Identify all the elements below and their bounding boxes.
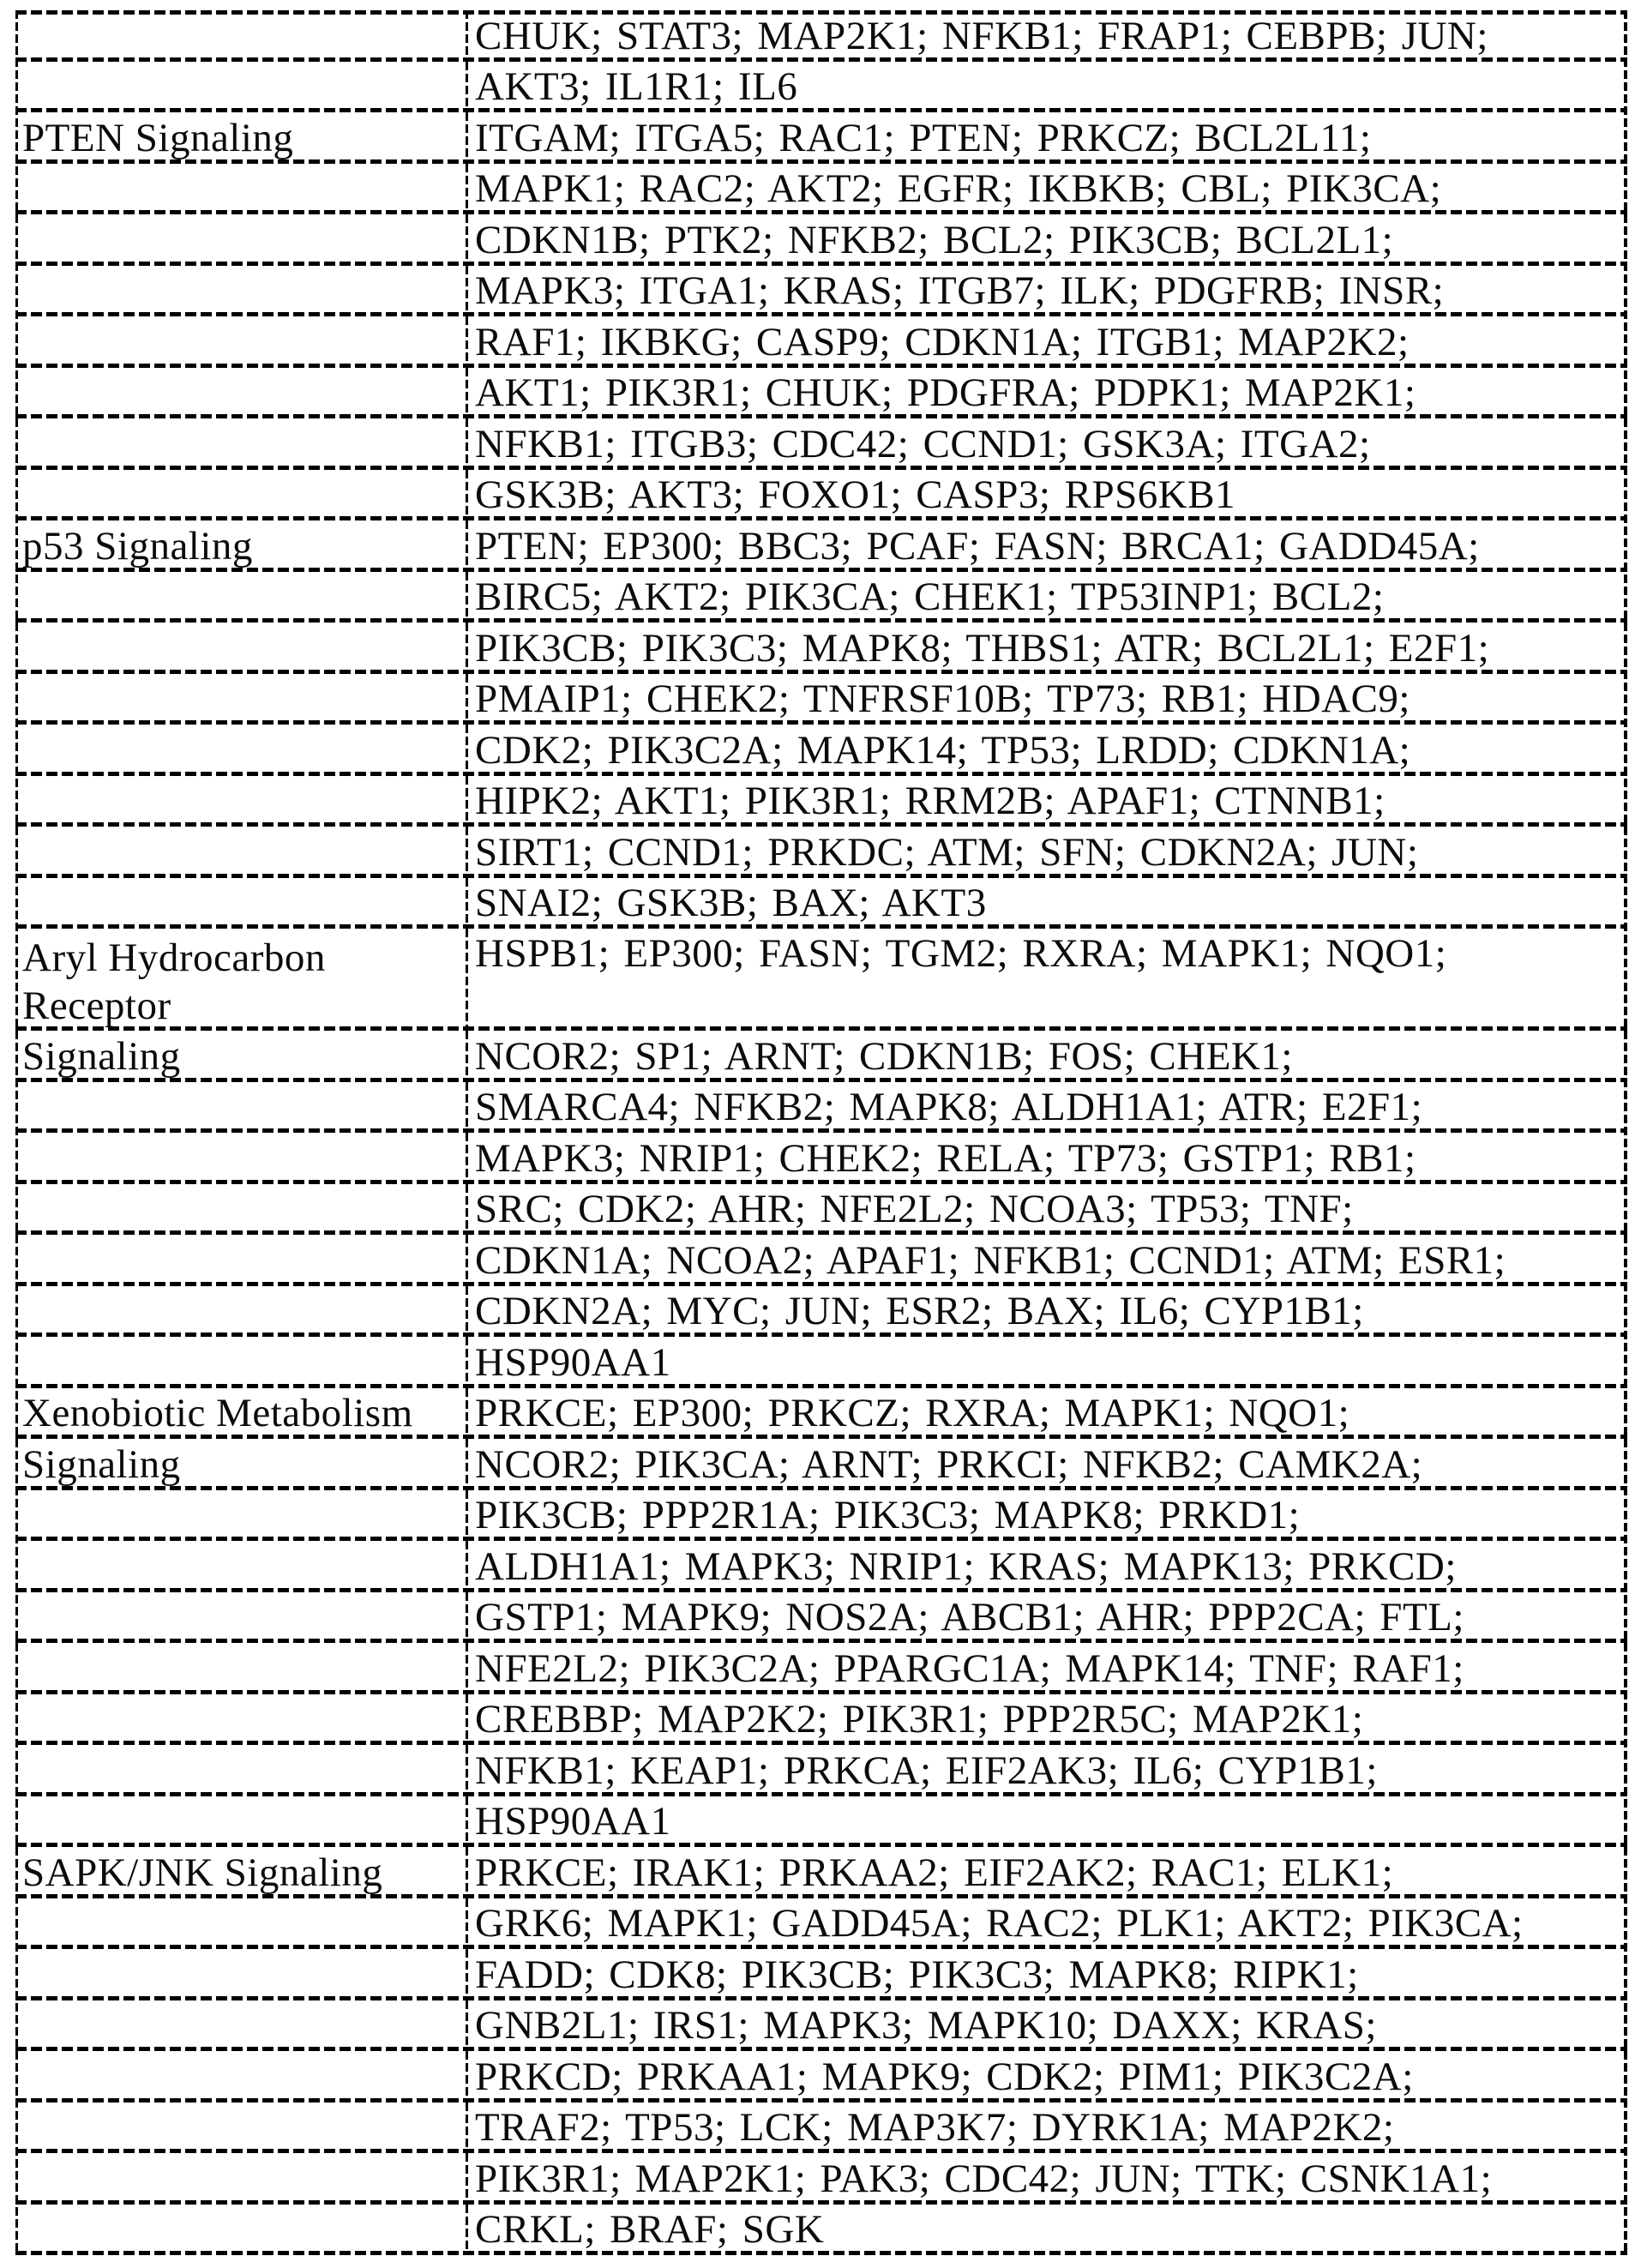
genes-cell: ALDH1A1; MAPK3; NRIP1; KRAS; MAPK13; PRKCD;	[475, 1543, 1457, 1589]
pathway-cell	[15, 368, 466, 419]
pathway-cell	[15, 623, 466, 674]
table-row	[15, 1643, 1627, 1694]
pathway-gene-table	[15, 10, 1627, 2255]
genes-cell: CDKN2A; MYC; JUN; ESR2; BAX; IL6; CYP1B1;	[475, 1289, 1364, 1334]
genes-cell: PIK3CB; PPP2R1A; PIK3C3; MAPK8; PRKD1;	[475, 1493, 1301, 1538]
pathway-cell	[15, 776, 466, 827]
pathway-cell	[15, 2153, 466, 2205]
genes-cell: MAPK3; ITGA1; KRAS; ITGB7; ILK; PDGFRB; INSR;	[475, 268, 1445, 314]
table-row	[15, 1133, 1627, 1184]
table-row	[15, 1031, 1627, 1082]
pathway-cell	[15, 214, 466, 266]
pathway-cell	[15, 725, 466, 776]
table-row	[15, 1286, 1627, 1338]
genes-cell: NFE2L2; PIK3C2A; PPARGC1A; MAPK14; TNF; RAF1;	[475, 1645, 1464, 1691]
table-row	[15, 1796, 1627, 1848]
genes-cell: RAF1; IKBKG; CASP9; CDKN1A; ITGB1; MAP2K2;	[475, 319, 1410, 364]
table-row	[15, 1082, 1627, 1134]
table-row	[15, 2000, 1627, 2052]
pathway-cell	[15, 1133, 466, 1184]
genes-cell: GSTP1; MAPK9; NOS2A; ABCB1; AHR; PPP2CA; FTL;	[475, 1595, 1464, 1640]
pathway-cell	[15, 572, 466, 623]
genes-cell: CREBBP; MAP2K2; PIK3R1; PPP2R5C; MAP2K1;	[475, 1697, 1364, 1742]
table-row	[15, 418, 1627, 470]
table-row	[15, 214, 1627, 266]
pathway-cell	[15, 1490, 466, 1542]
pathway-cell	[15, 2051, 466, 2103]
genes-cell: GNB2L1; IRS1; MAPK3; MAPK10; DAXX; KRAS;	[475, 2003, 1377, 2048]
pathway-cell	[15, 2000, 466, 2052]
genes-cell: PRKCE; IRAK1; PRKAA2; EIF2AK2; RAC1; ELK1;	[475, 1850, 1394, 1895]
table-row	[15, 1337, 1627, 1388]
genes-cell: AKT1; PIK3R1; CHUK; PDGFRA; PDPK1; MAP2K1;	[475, 370, 1416, 416]
genes-cell: SNAI2; GSK3B; BAX; AKT3	[475, 881, 987, 926]
table-row	[15, 1847, 1627, 1898]
genes-cell: NCOR2; PIK3CA; ARNT; PRKCI; NFKB2; CAMK2A;	[475, 1441, 1423, 1487]
genes-cell: PMAIP1; CHEK2; TNFRSF10B; TP73; RB1; HDAC9;	[475, 677, 1410, 722]
pathway-cell	[15, 470, 466, 521]
pathway-cell: Signaling	[22, 1441, 181, 1487]
table-row	[15, 1898, 1627, 1950]
genes-cell: HSP90AA1	[475, 1339, 671, 1385]
table-row	[15, 1388, 1627, 1440]
pathway-cell	[15, 1592, 466, 1644]
genes-cell: ITGAM; ITGA5; RAC1; PTEN; PRKCZ; BCL2L11;	[475, 115, 1372, 160]
genes-cell: PRKCD; PRKAA1; MAPK9; CDK2; PIM1; PIK3C2A;	[475, 2054, 1414, 2099]
genes-cell: SRC; CDK2; AHR; NFE2L2; NCOA3; TP53; TNF;	[475, 1187, 1354, 1232]
pathway-cell	[15, 2205, 466, 2256]
table-row	[15, 674, 1627, 725]
genes-cell: CHUK; STAT3; MAP2K1; NFKB1; FRAP1; CEBPB; JUN;	[475, 13, 1488, 58]
pathway-cell	[15, 1337, 466, 1388]
pathway-cell	[15, 1949, 466, 2000]
genes-cell: PTEN; EP300; BBC3; PCAF; FASN; BRCA1; GADD45A;	[475, 523, 1480, 569]
table-row	[15, 2103, 1627, 2154]
genes-cell: NCOR2; SP1; ARNT; CDKN1B; FOS; CHEK1;	[475, 1033, 1293, 1079]
table-row	[15, 112, 1627, 164]
pathway-cell	[15, 1694, 466, 1746]
pathway-cell	[15, 674, 466, 725]
table-row	[15, 2051, 1627, 2103]
table-row	[15, 1235, 1627, 1286]
pathway-cell: SAPK/JNK Signaling	[22, 1850, 383, 1895]
table-row	[15, 623, 1627, 674]
genes-cell: PIK3R1; MAP2K1; PAK3; CDC42; JUN; TTK; CSNK1A1;	[475, 2156, 1493, 2201]
table-row	[15, 368, 1627, 419]
pathway-cell	[15, 2103, 466, 2154]
table-row	[15, 1949, 1627, 2000]
table-row	[15, 1490, 1627, 1542]
table-row	[15, 2153, 1627, 2205]
pathway-cell	[15, 1898, 466, 1950]
genes-cell: HSP90AA1	[475, 1799, 671, 1844]
pathway-cell	[15, 266, 466, 317]
table-row	[15, 878, 1627, 929]
pathway-cell: Xenobiotic Metabolism	[22, 1391, 413, 1436]
genes-cell: NFKB1; ITGB3; CDC42; CCND1; GSK3A; ITGA2;	[475, 421, 1371, 466]
table-row	[15, 62, 1627, 113]
pathway-cell: p53 Signaling	[22, 523, 253, 569]
table-row	[15, 470, 1627, 521]
pathway-cell	[15, 1541, 466, 1592]
table-row	[15, 1541, 1627, 1592]
genes-cell: MAPK3; NRIP1; CHEK2; RELA; TP73; GSTP1; RB1;	[475, 1135, 1416, 1181]
genes-cell: PIK3CB; PIK3C3; MAPK8; THBS1; ATR; BCL2L1; E2F1;	[475, 625, 1490, 671]
genes-cell: HSPB1; EP300; FASN; TGM2; RXRA; MAPK1; NQO1;	[475, 931, 1447, 976]
table-row	[15, 520, 1627, 572]
table-row	[15, 827, 1627, 878]
genes-cell: CDKN1A; NCOA2; APAF1; NFKB1; CCND1; ATM; ESR1;	[475, 1237, 1506, 1283]
table-row	[15, 10, 1627, 62]
pathway-cell	[15, 418, 466, 470]
pathway-cell	[15, 878, 466, 929]
genes-cell: CRKL; BRAF; SGK	[475, 2207, 825, 2253]
table-row	[15, 316, 1627, 368]
genes-cell: GRK6; MAPK1; GADD45A; RAC2; PLK1; AKT2; PIK3CA;	[475, 1901, 1524, 1946]
table-row	[15, 164, 1627, 215]
genes-cell: PRKCE; EP300; PRKCZ; RXRA; MAPK1; NQO1;	[475, 1391, 1350, 1436]
table-row	[15, 1439, 1627, 1490]
table-row	[15, 2205, 1627, 2256]
pathway-cell	[15, 164, 466, 215]
pathway-cell	[15, 1745, 466, 1796]
table-row	[15, 1745, 1627, 1796]
table-row	[15, 1592, 1627, 1644]
pathway-cell	[15, 316, 466, 368]
pathway-cell: Aryl Hydrocarbon Receptor	[22, 935, 326, 1028]
pathway-cell	[15, 62, 466, 113]
pathway-cell	[15, 1796, 466, 1848]
pathway-cell	[15, 1286, 466, 1338]
genes-cell: BIRC5; AKT2; PIK3CA; CHEK1; TP53INP1; BCL2;	[475, 575, 1385, 620]
genes-cell: GSK3B; AKT3; FOXO1; CASP3; RPS6KB1	[475, 472, 1236, 518]
genes-cell: FADD; CDK8; PIK3CB; PIK3C3; MAPK8; RIPK1;	[475, 1952, 1359, 1997]
table-row	[15, 725, 1627, 776]
genes-cell: HIPK2; AKT1; PIK3R1; RRM2B; APAF1; CTNNB1;	[475, 779, 1386, 824]
genes-cell: CDK2; PIK3C2A; MAPK14; TP53; LRDD; CDKN1A;	[475, 727, 1411, 773]
genes-cell: CDKN1B; PTK2; NFKB2; BCL2; PIK3CB; BCL2L1;	[475, 217, 1394, 262]
pathway-cell	[15, 10, 466, 62]
table-row	[15, 776, 1627, 827]
pathway-cell	[15, 1184, 466, 1236]
genes-cell: TRAF2; TP53; LCK; MAP3K7; DYRK1A; MAP2K2;	[475, 2105, 1395, 2151]
table-row	[15, 266, 1627, 317]
genes-cell: SMARCA4; NFKB2; MAPK8; ALDH1A1; ATR; E2F1;	[475, 1085, 1423, 1130]
genes-cell: NFKB1; KEAP1; PRKCA; EIF2AK3; IL6; CYP1B1;	[475, 1748, 1378, 1793]
table-row	[15, 1184, 1627, 1236]
pathway-cell	[15, 827, 466, 878]
table-row	[15, 929, 1627, 1031]
pathway-cell	[15, 1643, 466, 1694]
table-row	[15, 1694, 1627, 1746]
genes-cell: AKT3; IL1R1; IL6	[475, 64, 798, 110]
pathway-cell: Signaling	[22, 1033, 181, 1079]
genes-cell: MAPK1; RAC2; AKT2; EGFR; IKBKB; CBL; PIK3CA;	[475, 166, 1442, 212]
pathway-cell	[15, 1082, 466, 1134]
genes-cell: SIRT1; CCND1; PRKDC; ATM; SFN; CDKN2A; JUN;	[475, 829, 1419, 875]
pathway-cell: PTEN Signaling	[22, 115, 294, 160]
pathway-cell	[15, 1235, 466, 1286]
table-row	[15, 572, 1627, 623]
